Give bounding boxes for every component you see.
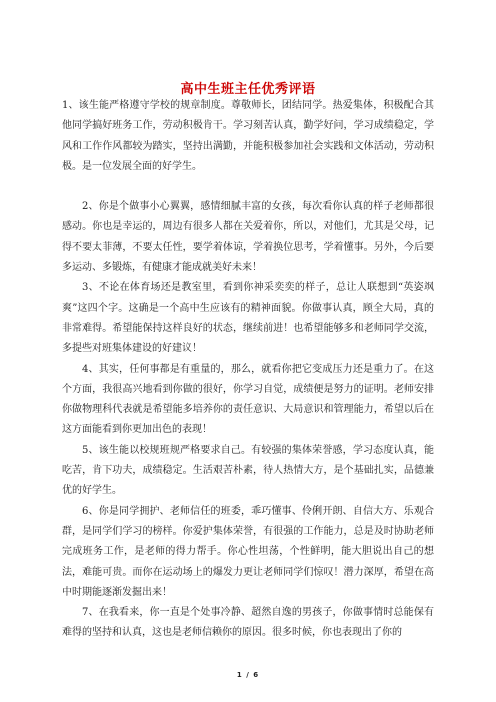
page-indicator: 1 / 6 xyxy=(236,671,260,679)
paragraph-1: 1、该生能严格遵守学校的规章制度。尊敬师长，团结同学。热爱集体，积极配合其他同学搞好班务工作，劳动积极肯干。学习刻苦认真，勤学好问，学习成绩稳定，学风和工作作风都较为踏实，坚持出满勤，并能积极参加社会实践和文体活动，劳动积极。是一位发展全面的好学生。 xyxy=(62,100,434,172)
paragraph-7: 7、在我看来，你一直是个处事冷静、超然自逸的男孩子，你做事情时总能保有难得的坚持和认真，这也是老师信赖你的原因。很多时候，你也表现出了你的 xyxy=(62,607,434,639)
paragraph-spacer xyxy=(62,177,434,197)
document-body xyxy=(62,96,434,644)
paragraph-5: 5、该生能以校规班规严格要求自己。有较强的集体荣誉感，学习态度认真，能吃苦，肯下功夫，成绩稳定。生活艰苦朴素，待人热情大方，是个基础扎实，品德兼优的好学生。 xyxy=(62,444,434,497)
paragraph-4: 4、其实，任何事都是有重量的，那么，就看你把它变成压力还是重力了。在这个方面，我很高兴地看到你做的很好，你学习自觉，成绩便是努力的证明。老师安排你做物理科代表就是希望能多培养你的责任意识、大局意识和管理能力，希望以后在这方面能看到你更加出色的表现！ xyxy=(62,363,434,436)
paragraph-3: 3、不论在体育场还是教室里，看到你神采奕奕的样子，总让人联想到“英姿飒爽”这四个字。这确是一个高中生应该有的精神面貌。你做事认真，顾全大局，真的非常难得。希望能保持这样良好的状态，继续前进！也希望能够多和老师同学交流，多提些对班集体建设的好建议！ xyxy=(62,282,434,355)
paragraph-6: 6、你是同学拥护、老师信任的班委，乖巧懂事、伶俐开朗、自信大方、乐观合群，是同学们学习的榜样。你爱护集体荣誉，有很强的工作能力，总是及时协助老师完成班务工作，是老师的得力帮手。你心性坦荡，个性鲜明，能大胆说出自己的想法，难能可贵。而你在运动场上的爆发力更让老师同学们惊叹！潜力深厚，希望在高中时期能逐渐发掘出来！ xyxy=(62,505,434,598)
document-title: 高中生班主任优秀评语 xyxy=(180,82,316,97)
paragraph-2: 2、你是个做事小心翼翼，感情细腻丰富的女孩，每次看你认真的样子老师都很感动。你也是幸运的，周边有很多人都在关爱着你，所以，对他们，尤其是父母，记得不要太菲薄，不要太任性，要学着体谅，学着换位思考，学着懂事。另外，今后要多运动、多锻炼，有健康才能成就美好未来！ xyxy=(62,201,434,274)
